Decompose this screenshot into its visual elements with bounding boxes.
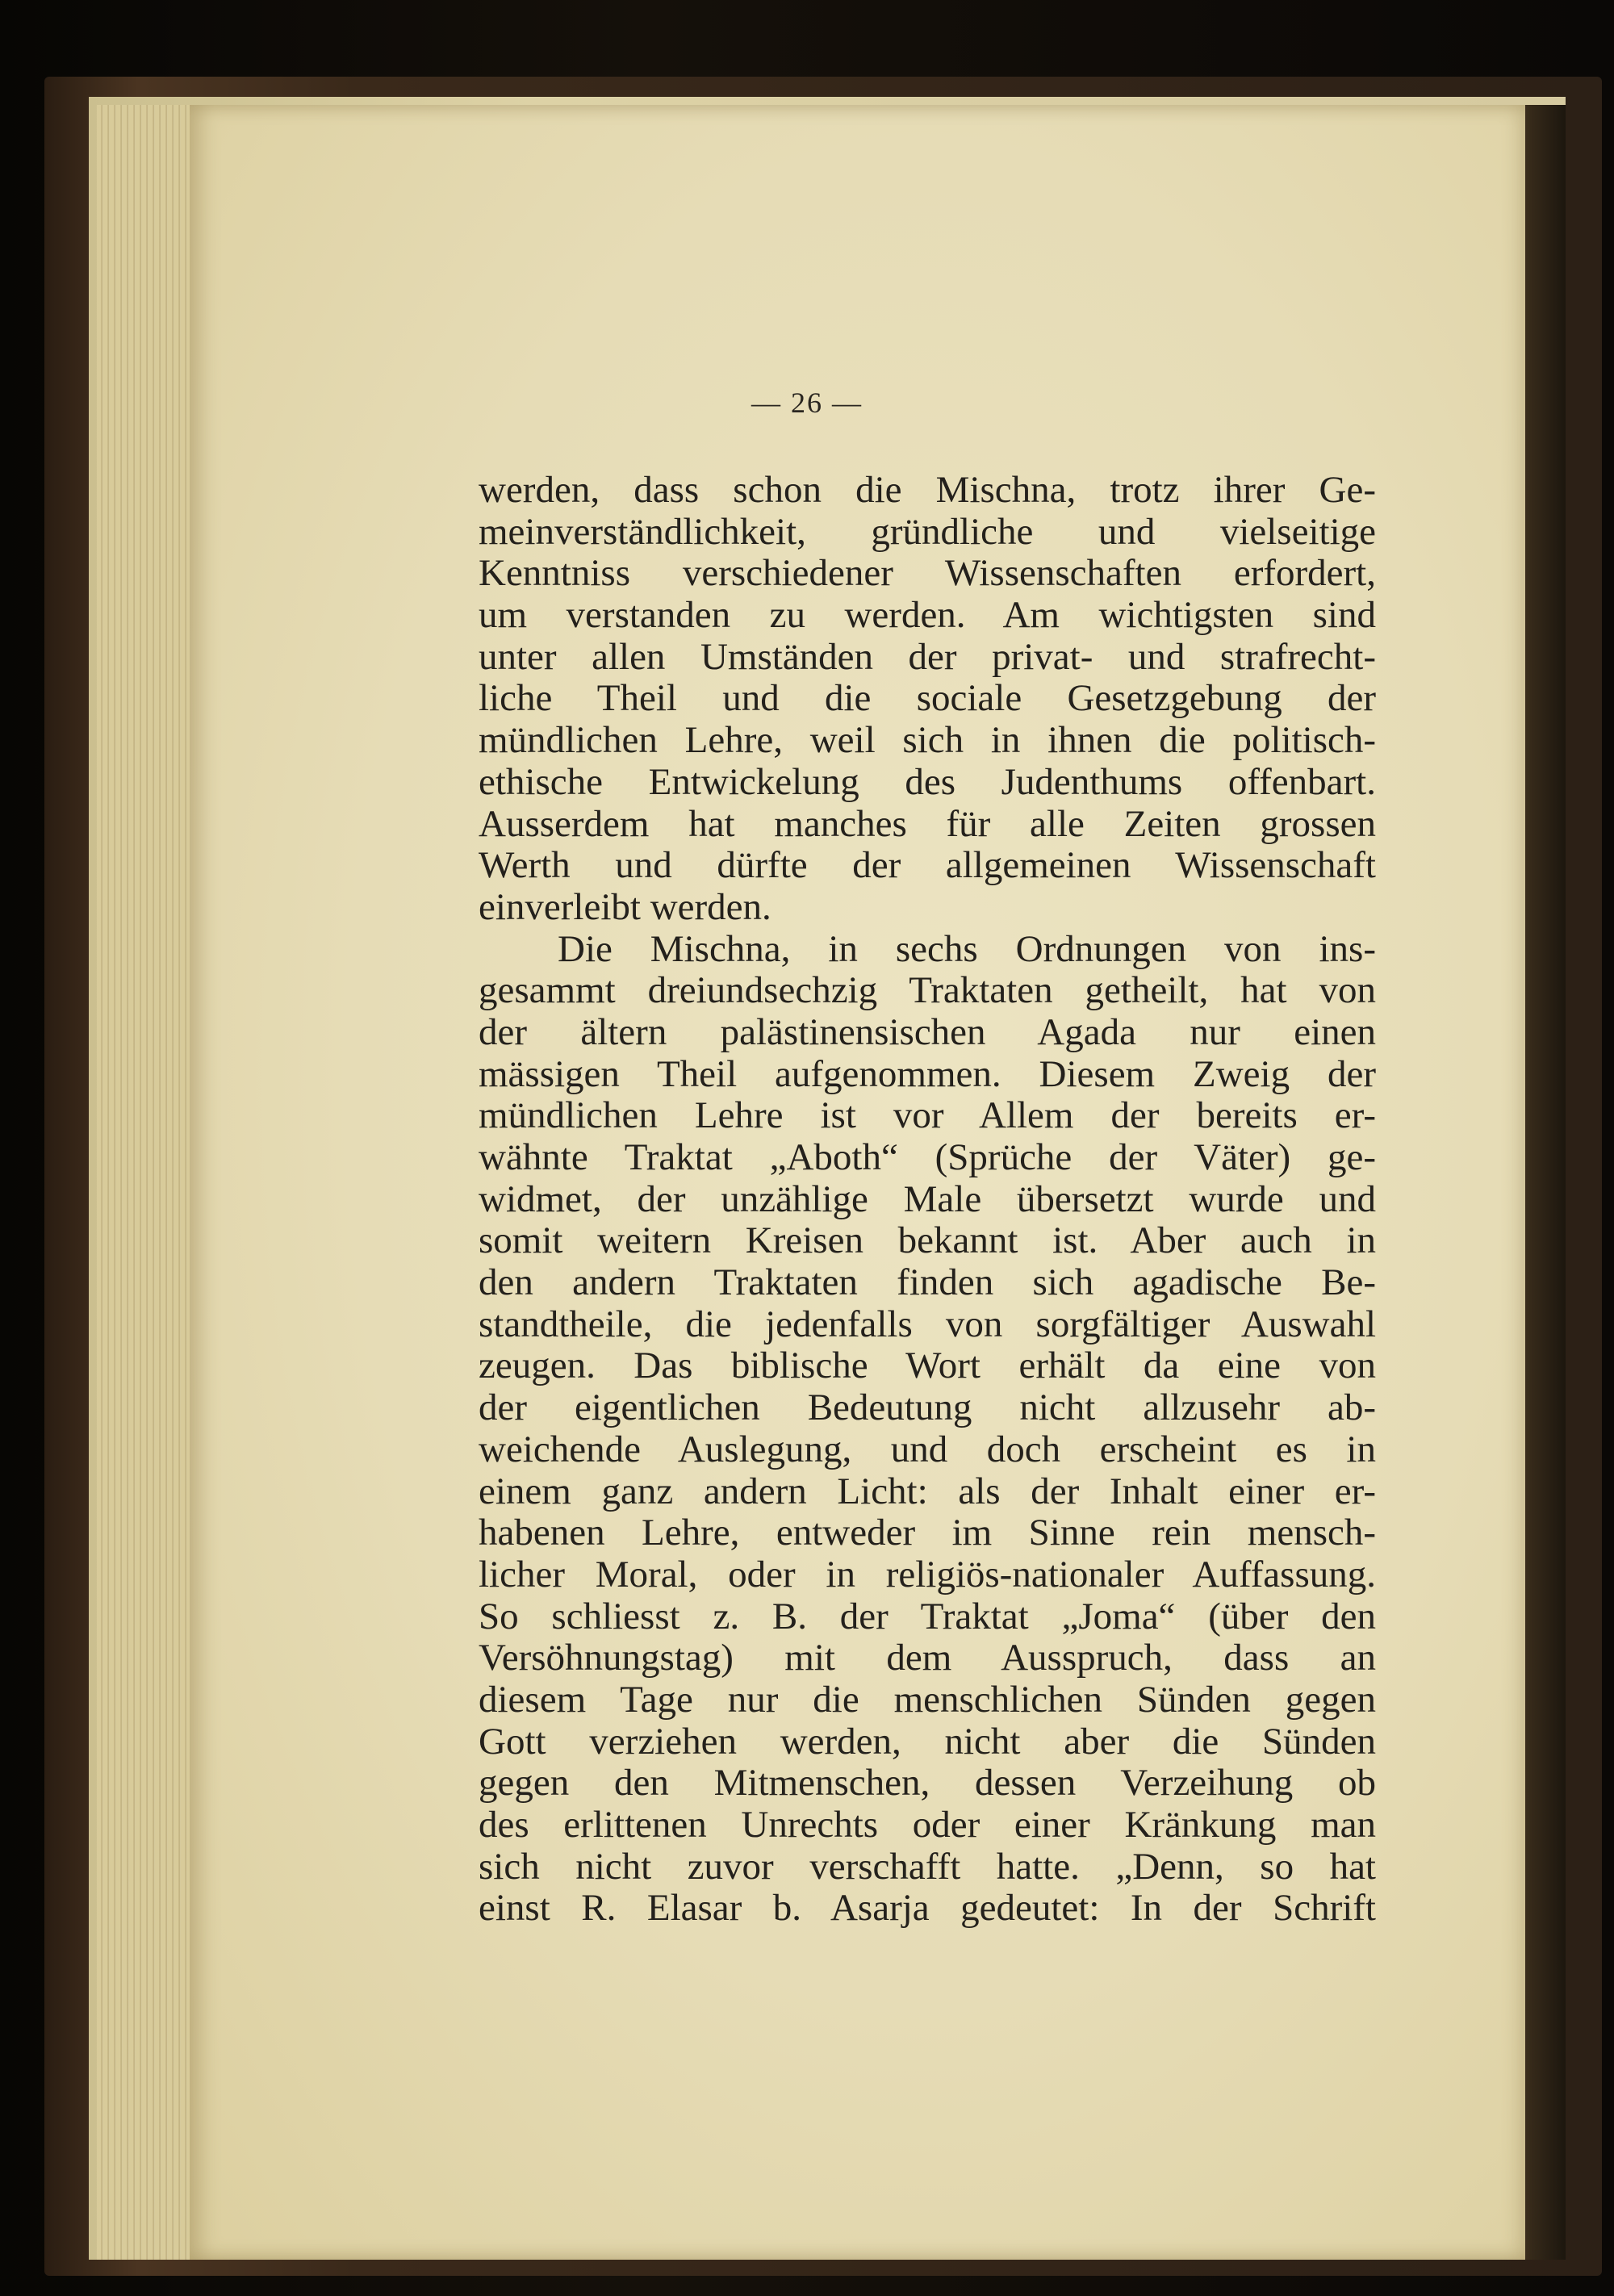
text-line: einst R. Elasar b. Asarja gedeutet: In der Schrift bbox=[479, 1887, 1376, 1930]
text-line: der ältern palästinensischen Agada nur einen bbox=[479, 1010, 1376, 1053]
text-line: mässigen Theil aufgenommen. Diesem Zweig der bbox=[479, 1052, 1376, 1095]
text-line: sich nicht zuvor verschafft hatte. „Denn, so hat bbox=[479, 1845, 1376, 1888]
text-line: Ausserdem hat manches für alle Zeiten grossen bbox=[479, 802, 1376, 845]
text-line: wähnte Traktat „Aboth“ (Sprüche der Väter) ge- bbox=[479, 1136, 1376, 1178]
text-line: ethische Entwickelung des Judenthums offenbart. bbox=[479, 760, 1376, 803]
paragraph-end-line: einverleibt werden. bbox=[479, 885, 771, 928]
text-line: liche Theil und die sociale Gesetzgebung der bbox=[479, 677, 1376, 720]
text-line: werden, dass schon die Mischna, trotz ihrer Ge- bbox=[479, 469, 1376, 511]
text-line: Kenntniss verschiedener Wissenschaften erfordert, bbox=[479, 552, 1376, 595]
page-stack-edges bbox=[97, 105, 190, 2260]
text-line: somit weitern Kreisen bekannt ist. Aber auch in bbox=[479, 1219, 1376, 1262]
page-number: — 26 — bbox=[751, 387, 863, 419]
text-line: zeugen. Das biblische Wort erhält da eine von bbox=[479, 1345, 1376, 1387]
text-line: licher Moral, oder in religiös-nationaler Auffassung. bbox=[479, 1553, 1376, 1595]
text-line: standtheile, die jedenfalls von sorgfältiger Auswahl bbox=[479, 1303, 1376, 1345]
text-line: Gott verziehen werden, nicht aber die Sünden bbox=[479, 1720, 1376, 1763]
paragraph-start-line: Die Mischna, in sechs Ordnungen von ins- bbox=[558, 927, 1376, 970]
text-line: habenen Lehre, entweder im Sinne rein mensch- bbox=[479, 1512, 1376, 1554]
text-line: mündlichen Lehre, weil sich in ihnen die politisch- bbox=[479, 719, 1376, 762]
text-line: den andern Traktaten finden sich agadische Be- bbox=[479, 1261, 1376, 1304]
text-line: einem ganz andern Licht: als der Inhalt einer er- bbox=[479, 1470, 1376, 1512]
text-line: weichende Auslegung, und doch erscheint es in bbox=[479, 1428, 1376, 1470]
text-line: Versöhnungstag) mit dem Ausspruch, dass an bbox=[479, 1637, 1376, 1679]
text-line: unter allen Umständen der privat- und strafrecht- bbox=[479, 635, 1376, 678]
text-line: gesammt dreiundsechzig Traktaten getheilt, hat von bbox=[479, 969, 1376, 1012]
text-line: widmet, der unzählige Male übersetzt wurde und bbox=[479, 1177, 1376, 1220]
text-line: Werth und dürfte der allgemeinen Wissenschaft bbox=[479, 844, 1376, 887]
body-text bbox=[479, 470, 1376, 1930]
text-line: meinverständlichkeit, gründliche und vielseitige bbox=[479, 510, 1376, 553]
text-line: des erlittenen Unrechts oder einer Kränkung man bbox=[479, 1804, 1376, 1846]
text-line: der eigentlichen Bedeutung nicht allzusehr ab- bbox=[479, 1386, 1376, 1429]
text-line: So schliesst z. B. der Traktat „Joma“ (über den bbox=[479, 1595, 1376, 1637]
text-line: um verstanden zu werden. Am wichtigsten sind bbox=[479, 594, 1376, 637]
text-line: gegen den Mitmenschen, dessen Verzeihung ob bbox=[479, 1762, 1376, 1805]
gutter-shadow bbox=[1525, 105, 1566, 2260]
text-line: diesem Tage nur die menschlichen Sünden gegen bbox=[479, 1678, 1376, 1721]
text-line: mündlichen Lehre ist vor Allem der bereits er- bbox=[479, 1094, 1376, 1137]
